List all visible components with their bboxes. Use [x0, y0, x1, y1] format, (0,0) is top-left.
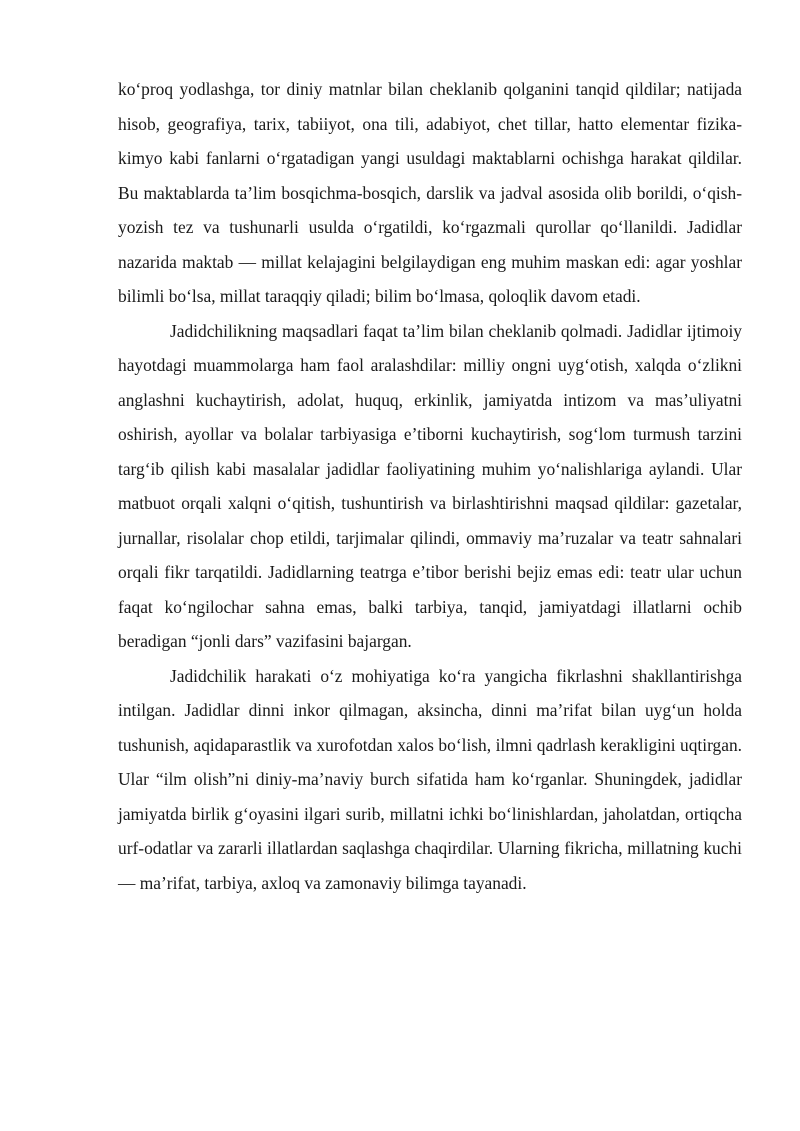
paragraph-1: ko‘proq yodlashga, tor diniy matnlar bilan cheklanib qolganini tanqid qildilar; natijada hisob, geografiya, tarix, tabiiyot, ona tili, adabiyot, chet tillar, hatto elementar fizika-kimyo kabi fanlarni o‘rgatadigan yangi usuldagi maktablarni ochishga harakat qildilar. Bu maktablarda ta’lim bosqichma-bosqich, darslik va jadval asosida olib borildi, o‘qish-yozish tez va tushunarli usulda o‘rgatildi, ko‘rgazmali qurollar qo‘llanildi. Jadidlar nazarida maktab — millat kelajagini belgilaydigan eng muhim maskan edi: agar yoshlar bilimli bo‘lsa, millat taraqqiy qiladi; bilim bo‘lmasa, qoloqlik davom etadi. [118, 79, 742, 306]
document-page [118, 72, 742, 900]
paragraph-2: Jadidchilikning maqsadlari faqat ta’lim bilan cheklanib qolmadi. Jadidlar ijtimoiy hayotdagi muammolarga ham faol aralashdilar: milliy ongni uyg‘otish, xalqda o‘zlikni anglashni kuchaytirish, adolat, huquq, erkinlik, jamiyatda intizom va mas’uliyatni oshirish, ayollar va bolalar tarbiyasiga e’tiborni kuchaytirish, sog‘lom turmush tarzini targ‘ib qilish kabi masalalar jadidlar faoliyatining muhim yo‘nalishlariga aylandi. Ular matbuot orqali xalqni o‘qitish, tushuntirish va birlashtirishni maqsad qildilar: gazetalar, jurnallar, risolalar chop etildi, tarjimalar qilindi, ommaviy ma’ruzalar va teatr sahnalari orqali fikr tarqatildi. Jadidlarning teatrga e’tibor berishi bejiz emas edi: teatr ular uchun faqat ko‘ngilochar sahna emas, balki tarbiya, tanqid, jamiyatdagi illatlarni ochib beradigan “jonli dars” vazifasini bajargan. [118, 320, 742, 651]
paragraph-3: Jadidchilik harakati o‘z mohiyatiga ko‘ra yangicha fikrlashni shakllantirishga intilgan. Jadidlar dinni inkor qilmagan, aksincha, dinni ma’rifat bilan uyg‘un holda tushunish, aqidaparastlik va xurofotdan xalos bo‘lish, ilmni qadrlash kerakligini uqtirgan. Ular “ilm olish”ni diniy-ma’naviy burch sifatida ham ko‘rganlar. Shuningdek, jadidlar jamiyatda birlik g‘oyasini ilgari surib, millatni ichki bo‘linishlardan, jaholatdan, ortiqcha urf-odatlar va zararli illatlardan saqlashga chaqirdilar. Ularning fikricha, millatning kuchi — ma’rifat, tarbiya, axloq va zamonaviy bilimga tayanadi. [118, 665, 742, 893]
